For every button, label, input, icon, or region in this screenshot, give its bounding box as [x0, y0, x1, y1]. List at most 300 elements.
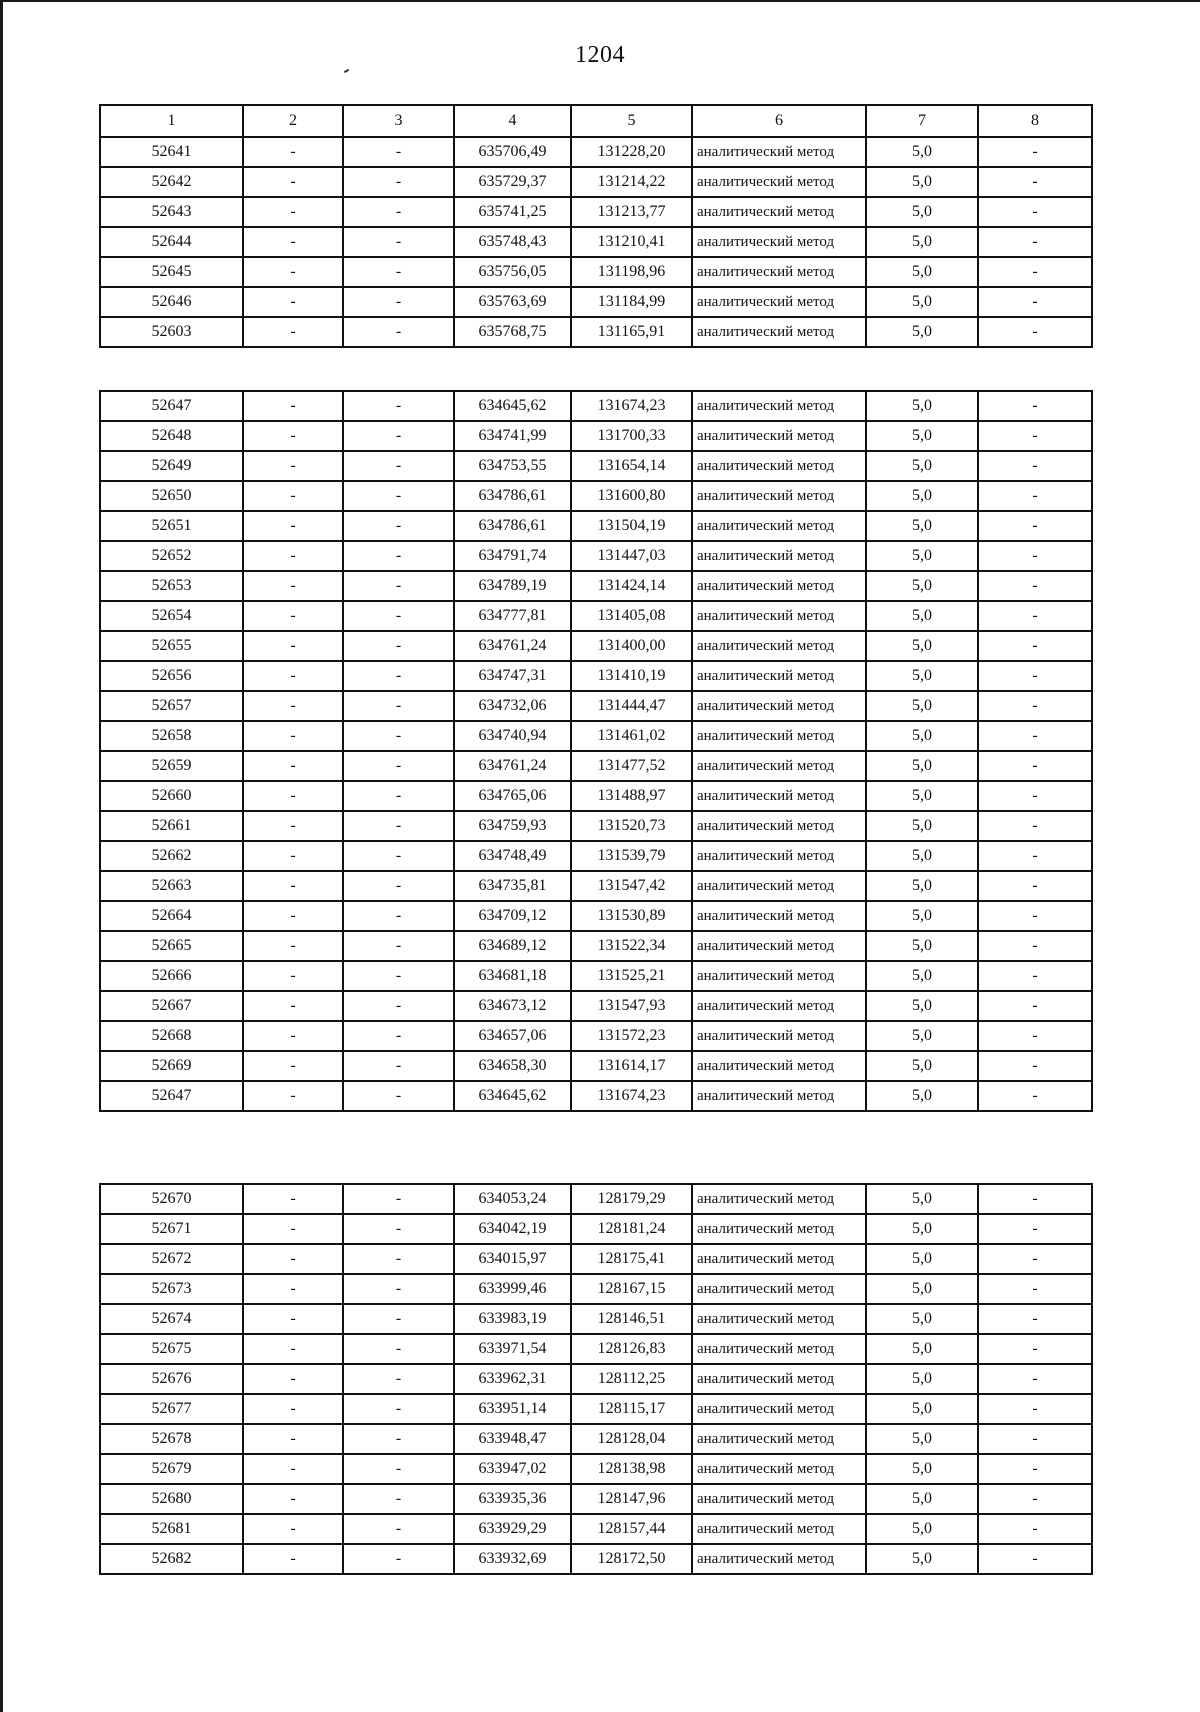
cell-coord-x: 635768,75 — [454, 317, 571, 347]
cell-coord-y: 131520,73 — [571, 811, 692, 841]
cell-col-8: - — [978, 227, 1092, 257]
cell-col-8: - — [978, 751, 1092, 781]
cell-accuracy: 5,0 — [866, 197, 978, 227]
table-row — [100, 811, 1092, 841]
cell-accuracy: 5,0 — [866, 1454, 978, 1484]
cell-point-number: 52676 — [100, 1364, 243, 1394]
cell-col-2: - — [243, 1514, 343, 1544]
cell-method: аналитический метод — [692, 1424, 866, 1454]
table-row — [100, 1514, 1092, 1544]
cell-col-8: - — [978, 1214, 1092, 1244]
cell-col-3: - — [343, 1514, 454, 1544]
cell-point-number: 52652 — [100, 541, 243, 571]
column-header-2: 2 — [243, 105, 343, 137]
cell-col-3: - — [343, 631, 454, 661]
cell-col-2: - — [243, 961, 343, 991]
cell-col-8: - — [978, 1334, 1092, 1364]
cell-coord-y: 131600,80 — [571, 481, 692, 511]
cell-col-2: - — [243, 781, 343, 811]
cell-accuracy: 5,0 — [866, 1364, 978, 1394]
cell-method: аналитический метод — [692, 227, 866, 257]
cell-point-number: 52650 — [100, 481, 243, 511]
cell-coord-y: 128167,15 — [571, 1274, 692, 1304]
cell-col-3: - — [343, 481, 454, 511]
cell-col-2: - — [243, 227, 343, 257]
cell-method: аналитический метод — [692, 137, 866, 167]
cell-col-3: - — [343, 451, 454, 481]
cell-accuracy: 5,0 — [866, 511, 978, 541]
cell-coord-y: 131410,19 — [571, 661, 692, 691]
cell-col-3: - — [343, 1304, 454, 1334]
cell-point-number: 52682 — [100, 1544, 243, 1574]
cell-coord-y: 131461,02 — [571, 721, 692, 751]
cell-point-number: 52645 — [100, 257, 243, 287]
cell-method: аналитический метод — [692, 451, 866, 481]
cell-accuracy: 5,0 — [866, 481, 978, 511]
cell-col-8: - — [978, 1081, 1092, 1111]
cell-col-8: - — [978, 811, 1092, 841]
cell-method: аналитический метод — [692, 1051, 866, 1081]
table-row — [100, 1051, 1092, 1081]
cell-coord-x: 633962,31 — [454, 1364, 571, 1394]
cell-coord-y: 131614,17 — [571, 1051, 692, 1081]
page-left-border — [0, 0, 3, 1712]
cell-col-3: - — [343, 601, 454, 631]
cell-col-8: - — [978, 391, 1092, 421]
cell-coord-x: 634791,74 — [454, 541, 571, 571]
cell-col-8: - — [978, 287, 1092, 317]
cell-coord-y: 131477,52 — [571, 751, 692, 781]
cell-col-8: - — [978, 1514, 1092, 1544]
cell-col-2: - — [243, 287, 343, 317]
table-row — [100, 511, 1092, 541]
cell-coord-y: 131547,42 — [571, 871, 692, 901]
cell-method: аналитический метод — [692, 391, 866, 421]
cell-method: аналитический метод — [692, 1514, 866, 1544]
cell-accuracy: 5,0 — [866, 1274, 978, 1304]
cell-col-8: - — [978, 871, 1092, 901]
cell-coord-y: 131504,19 — [571, 511, 692, 541]
cell-method: аналитический метод — [692, 1244, 866, 1274]
cell-col-8: - — [978, 961, 1092, 991]
cell-point-number: 52656 — [100, 661, 243, 691]
cell-method: аналитический метод — [692, 1021, 866, 1051]
cell-point-number: 52647 — [100, 1081, 243, 1111]
table-row — [100, 871, 1092, 901]
table-row — [100, 317, 1092, 347]
cell-col-2: - — [243, 691, 343, 721]
cell-coord-x: 634741,99 — [454, 421, 571, 451]
cell-col-3: - — [343, 1081, 454, 1111]
cell-point-number: 52659 — [100, 751, 243, 781]
cell-col-8: - — [978, 991, 1092, 1021]
cell-coord-x: 633935,36 — [454, 1484, 571, 1514]
table-row — [100, 931, 1092, 961]
cell-accuracy: 5,0 — [866, 631, 978, 661]
cell-point-number: 52673 — [100, 1274, 243, 1304]
table-row — [100, 1304, 1092, 1334]
table-row — [100, 841, 1092, 871]
cell-col-8: - — [978, 1021, 1092, 1051]
cell-accuracy: 5,0 — [866, 1484, 978, 1514]
cell-col-8: - — [978, 1454, 1092, 1484]
cell-point-number: 52677 — [100, 1394, 243, 1424]
cell-col-8: - — [978, 511, 1092, 541]
cell-coord-x: 634042,19 — [454, 1214, 571, 1244]
cell-col-8: - — [978, 601, 1092, 631]
cell-coord-x: 634732,06 — [454, 691, 571, 721]
cell-point-number: 52670 — [100, 1184, 243, 1214]
cell-col-3: - — [343, 1394, 454, 1424]
cell-col-3: - — [343, 1214, 454, 1244]
cell-coord-x: 634748,49 — [454, 841, 571, 871]
table-row — [100, 601, 1092, 631]
cell-col-8: - — [978, 451, 1092, 481]
cell-method: аналитический метод — [692, 601, 866, 631]
cell-coord-y: 128112,25 — [571, 1364, 692, 1394]
cell-coord-y: 128146,51 — [571, 1304, 692, 1334]
cell-coord-x: 633999,46 — [454, 1274, 571, 1304]
cell-col-8: - — [978, 931, 1092, 961]
cell-coord-y: 131213,77 — [571, 197, 692, 227]
cell-method: аналитический метод — [692, 721, 866, 751]
cell-accuracy: 5,0 — [866, 1334, 978, 1364]
cell-method: аналитический метод — [692, 1274, 866, 1304]
cell-coord-y: 131530,89 — [571, 901, 692, 931]
cell-col-2: - — [243, 257, 343, 287]
cell-col-3: - — [343, 1244, 454, 1274]
cell-method: аналитический метод — [692, 421, 866, 451]
cell-col-3: - — [343, 227, 454, 257]
cell-coord-x: 635706,49 — [454, 137, 571, 167]
cell-col-2: - — [243, 901, 343, 931]
cell-method: аналитический метод — [692, 1214, 866, 1244]
table-row — [100, 1081, 1092, 1111]
cell-col-2: - — [243, 1304, 343, 1334]
cell-col-8: - — [978, 137, 1092, 167]
cell-col-2: - — [243, 1051, 343, 1081]
cell-col-2: - — [243, 841, 343, 871]
cell-point-number: 52642 — [100, 167, 243, 197]
cell-col-3: - — [343, 871, 454, 901]
cell-accuracy: 5,0 — [866, 541, 978, 571]
cell-col-3: - — [343, 1334, 454, 1364]
cell-coord-x: 634658,30 — [454, 1051, 571, 1081]
cell-col-2: - — [243, 421, 343, 451]
cell-col-3: - — [343, 661, 454, 691]
cell-col-3: - — [343, 137, 454, 167]
cell-coord-y: 128138,98 — [571, 1454, 692, 1484]
cell-accuracy: 5,0 — [866, 811, 978, 841]
cell-accuracy: 5,0 — [866, 571, 978, 601]
cell-method: аналитический метод — [692, 661, 866, 691]
cell-coord-y: 131198,96 — [571, 257, 692, 287]
cell-col-2: - — [243, 631, 343, 661]
cell-method: аналитический метод — [692, 901, 866, 931]
cell-col-8: - — [978, 1244, 1092, 1274]
cell-coord-x: 634645,62 — [454, 391, 571, 421]
table-row — [100, 1364, 1092, 1394]
cell-coord-y: 128172,50 — [571, 1544, 692, 1574]
cell-col-8: - — [978, 167, 1092, 197]
cell-coord-y: 131400,00 — [571, 631, 692, 661]
cell-col-2: - — [243, 137, 343, 167]
cell-coord-x: 634753,55 — [454, 451, 571, 481]
cell-col-3: - — [343, 1274, 454, 1304]
cell-coord-x: 633951,14 — [454, 1394, 571, 1424]
cell-accuracy: 5,0 — [866, 691, 978, 721]
cell-coord-y: 131674,23 — [571, 1081, 692, 1111]
cell-col-3: - — [343, 901, 454, 931]
cell-col-3: - — [343, 1544, 454, 1574]
cell-accuracy: 5,0 — [866, 287, 978, 317]
cell-accuracy: 5,0 — [866, 257, 978, 287]
cell-col-2: - — [243, 1081, 343, 1111]
cell-accuracy: 5,0 — [866, 1394, 978, 1424]
cell-accuracy: 5,0 — [866, 901, 978, 931]
cell-point-number: 52662 — [100, 841, 243, 871]
cell-method: аналитический метод — [692, 481, 866, 511]
cell-col-3: - — [343, 961, 454, 991]
cell-coord-x: 633971,54 — [454, 1334, 571, 1364]
cell-coord-x: 634761,24 — [454, 631, 571, 661]
page-number: 1204 — [575, 42, 625, 68]
cell-coord-x: 634645,62 — [454, 1081, 571, 1111]
table-row — [100, 1184, 1092, 1214]
cell-coord-y: 131184,99 — [571, 287, 692, 317]
cell-method: аналитический метод — [692, 1304, 866, 1334]
cell-col-3: - — [343, 1424, 454, 1454]
cell-col-2: - — [243, 451, 343, 481]
cell-coord-x: 635748,43 — [454, 227, 571, 257]
column-header-6: 6 — [692, 105, 866, 137]
cell-coord-y: 131572,23 — [571, 1021, 692, 1051]
cell-coord-y: 128181,24 — [571, 1214, 692, 1244]
cell-col-3: - — [343, 287, 454, 317]
table-header-row — [100, 105, 1092, 137]
table-row — [100, 1394, 1092, 1424]
cell-point-number: 52653 — [100, 571, 243, 601]
cell-method: аналитический метод — [692, 751, 866, 781]
cell-coord-y: 131405,08 — [571, 601, 692, 631]
cell-col-3: - — [343, 317, 454, 347]
cell-point-number: 52648 — [100, 421, 243, 451]
cell-coord-x: 634777,81 — [454, 601, 571, 631]
cell-method: аналитический метод — [692, 1394, 866, 1424]
cell-point-number: 52668 — [100, 1021, 243, 1051]
cell-col-3: - — [343, 1021, 454, 1051]
cell-coord-y: 131488,97 — [571, 781, 692, 811]
cell-coord-y: 131522,34 — [571, 931, 692, 961]
cell-point-number: 52672 — [100, 1244, 243, 1274]
cell-point-number: 52646 — [100, 287, 243, 317]
cell-col-8: - — [978, 1184, 1092, 1214]
cell-accuracy: 5,0 — [866, 601, 978, 631]
coordinates-table-3 — [99, 1183, 1093, 1575]
table-row — [100, 1021, 1092, 1051]
table-row — [100, 1424, 1092, 1454]
page-top-border — [0, 0, 1200, 2]
cell-coord-x: 633932,69 — [454, 1544, 571, 1574]
cell-coord-x: 633948,47 — [454, 1424, 571, 1454]
cell-col-2: - — [243, 1021, 343, 1051]
cell-col-8: - — [978, 1544, 1092, 1574]
cell-coord-y: 131447,03 — [571, 541, 692, 571]
cell-col-8: - — [978, 1051, 1092, 1081]
cell-col-3: - — [343, 1184, 454, 1214]
cell-col-2: - — [243, 1424, 343, 1454]
cell-accuracy: 5,0 — [866, 991, 978, 1021]
cell-coord-x: 634761,24 — [454, 751, 571, 781]
cell-col-2: - — [243, 931, 343, 961]
coordinates-table-2 — [99, 390, 1093, 1112]
cell-coord-x: 634735,81 — [454, 871, 571, 901]
cell-method: аналитический метод — [692, 871, 866, 901]
cell-coord-x: 633947,02 — [454, 1454, 571, 1484]
cell-col-3: - — [343, 811, 454, 841]
cell-accuracy: 5,0 — [866, 1184, 978, 1214]
cell-accuracy: 5,0 — [866, 137, 978, 167]
cell-accuracy: 5,0 — [866, 1244, 978, 1274]
cell-col-2: - — [243, 871, 343, 901]
cell-point-number: 52666 — [100, 961, 243, 991]
cell-accuracy: 5,0 — [866, 1304, 978, 1334]
cell-coord-x: 635741,25 — [454, 197, 571, 227]
cell-coord-y: 128128,04 — [571, 1424, 692, 1454]
cell-accuracy: 5,0 — [866, 931, 978, 961]
cell-point-number: 52658 — [100, 721, 243, 751]
cell-col-2: - — [243, 1244, 343, 1274]
cell-coord-x: 634689,12 — [454, 931, 571, 961]
cell-coord-y: 128115,17 — [571, 1394, 692, 1424]
cell-accuracy: 5,0 — [866, 167, 978, 197]
cell-col-2: - — [243, 1334, 343, 1364]
cell-point-number: 52603 — [100, 317, 243, 347]
cell-method: аналитический метод — [692, 961, 866, 991]
cell-col-3: - — [343, 541, 454, 571]
cell-coord-y: 131674,23 — [571, 391, 692, 421]
cell-method: аналитический метод — [692, 691, 866, 721]
cell-coord-y: 131444,47 — [571, 691, 692, 721]
cell-accuracy: 5,0 — [866, 451, 978, 481]
cell-method: аналитический метод — [692, 1081, 866, 1111]
table-row — [100, 391, 1092, 421]
cell-col-2: - — [243, 167, 343, 197]
cell-coord-x: 634740,94 — [454, 721, 571, 751]
table-row — [100, 691, 1092, 721]
cell-point-number: 52644 — [100, 227, 243, 257]
cell-col-2: - — [243, 1184, 343, 1214]
cell-method: аналитический метод — [692, 511, 866, 541]
cell-col-2: - — [243, 317, 343, 347]
cell-col-3: - — [343, 1051, 454, 1081]
table-row — [100, 197, 1092, 227]
cell-col-2: - — [243, 1544, 343, 1574]
cell-col-3: - — [343, 841, 454, 871]
cell-point-number: 52674 — [100, 1304, 243, 1334]
cell-point-number: 52671 — [100, 1214, 243, 1244]
cell-point-number: 52647 — [100, 391, 243, 421]
cell-method: аналитический метод — [692, 197, 866, 227]
cell-accuracy: 5,0 — [866, 661, 978, 691]
cell-col-2: - — [243, 721, 343, 751]
cell-col-8: - — [978, 1394, 1092, 1424]
cell-coord-x: 633929,29 — [454, 1514, 571, 1544]
cell-accuracy: 5,0 — [866, 871, 978, 901]
cell-col-8: - — [978, 721, 1092, 751]
cell-point-number: 52655 — [100, 631, 243, 661]
cell-point-number: 52649 — [100, 451, 243, 481]
cell-point-number: 52663 — [100, 871, 243, 901]
column-header-5: 5 — [571, 105, 692, 137]
column-header-1: 1 — [100, 105, 243, 137]
table-row — [100, 451, 1092, 481]
table-row — [100, 631, 1092, 661]
table-row — [100, 1454, 1092, 1484]
cell-col-8: - — [978, 691, 1092, 721]
cell-col-8: - — [978, 317, 1092, 347]
cell-col-2: - — [243, 1364, 343, 1394]
cell-col-2: - — [243, 811, 343, 841]
cell-accuracy: 5,0 — [866, 781, 978, 811]
cell-accuracy: 5,0 — [866, 1544, 978, 1574]
cell-point-number: 52665 — [100, 931, 243, 961]
cell-col-3: - — [343, 721, 454, 751]
table-row — [100, 721, 1092, 751]
cell-coord-x: 635729,37 — [454, 167, 571, 197]
cell-col-8: - — [978, 1424, 1092, 1454]
table-row — [100, 167, 1092, 197]
cell-method: аналитический метод — [692, 931, 866, 961]
cell-col-3: - — [343, 391, 454, 421]
cell-coord-x: 634053,24 — [454, 1184, 571, 1214]
cell-col-8: - — [978, 421, 1092, 451]
cell-accuracy: 5,0 — [866, 721, 978, 751]
cell-method: аналитический метод — [692, 287, 866, 317]
cell-coord-x: 634789,19 — [454, 571, 571, 601]
cell-col-3: - — [343, 421, 454, 451]
cell-method: аналитический метод — [692, 631, 866, 661]
cell-coord-x: 635756,05 — [454, 257, 571, 287]
cell-col-3: - — [343, 991, 454, 1021]
cell-method: аналитический метод — [692, 1364, 866, 1394]
cell-col-2: - — [243, 1394, 343, 1424]
table-row — [100, 421, 1092, 451]
cell-coord-y: 131700,33 — [571, 421, 692, 451]
cell-accuracy: 5,0 — [866, 1051, 978, 1081]
cell-coord-y: 131539,79 — [571, 841, 692, 871]
cell-coord-y: 128179,29 — [571, 1184, 692, 1214]
cell-method: аналитический метод — [692, 317, 866, 347]
cell-col-8: - — [978, 901, 1092, 931]
cell-coord-x: 633983,19 — [454, 1304, 571, 1334]
cell-col-2: - — [243, 1274, 343, 1304]
table-row — [100, 541, 1092, 571]
cell-col-8: - — [978, 481, 1092, 511]
cell-col-2: - — [243, 991, 343, 1021]
cell-col-3: - — [343, 751, 454, 781]
cell-coord-y: 131654,14 — [571, 451, 692, 481]
cell-col-8: - — [978, 1484, 1092, 1514]
cell-col-2: - — [243, 1484, 343, 1514]
cell-col-3: - — [343, 257, 454, 287]
cell-accuracy: 5,0 — [866, 317, 978, 347]
cell-coord-x: 634673,12 — [454, 991, 571, 1021]
cell-coord-x: 634759,93 — [454, 811, 571, 841]
table-row — [100, 287, 1092, 317]
table-row — [100, 1544, 1092, 1574]
cell-coord-x: 634709,12 — [454, 901, 571, 931]
